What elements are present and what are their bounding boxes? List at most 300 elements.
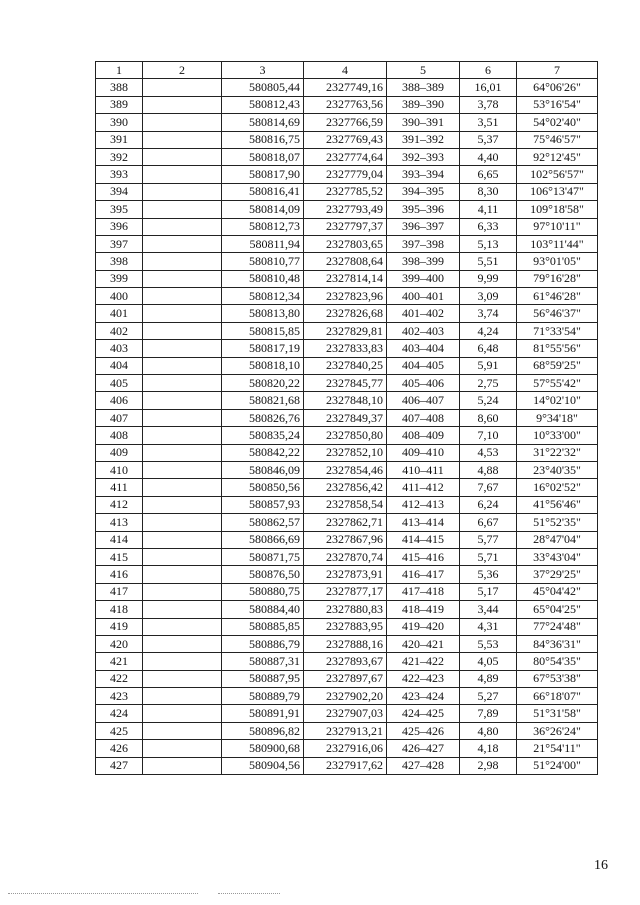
blank-cell — [143, 148, 222, 165]
length-cell: 5,77 — [460, 531, 517, 548]
page-number: 16 — [594, 858, 608, 873]
point-number-cell: 400 — [96, 288, 143, 305]
table-row — [96, 705, 598, 722]
y-coordinate-cell: 2327893,67 — [304, 653, 387, 670]
x-coordinate-cell: 580891,91 — [222, 705, 304, 722]
segment-cell: 413–414 — [387, 514, 460, 531]
point-number-cell: 411 — [96, 479, 143, 496]
x-coordinate-cell: 580818,10 — [222, 357, 304, 374]
segment-cell: 389–390 — [387, 96, 460, 113]
blank-cell — [143, 322, 222, 339]
point-number-cell: 410 — [96, 461, 143, 478]
y-coordinate-cell: 2327840,25 — [304, 357, 387, 374]
segment-cell: 420–421 — [387, 635, 460, 652]
angle-cell: 16°02'52" — [517, 479, 598, 496]
segment-cell: 398–399 — [387, 253, 460, 270]
point-number-cell: 419 — [96, 618, 143, 635]
blank-cell — [143, 270, 222, 287]
y-coordinate-cell: 2327916,06 — [304, 740, 387, 757]
length-cell: 5,13 — [460, 235, 517, 252]
table-row — [96, 496, 598, 513]
table-row — [96, 618, 598, 635]
table-row — [96, 670, 598, 687]
x-coordinate-cell: 580900,68 — [222, 740, 304, 757]
y-coordinate-cell: 2327848,10 — [304, 392, 387, 409]
angle-cell: 33°43'04" — [517, 548, 598, 565]
segment-cell: 391–392 — [387, 131, 460, 148]
angle-cell: 92°12'45" — [517, 148, 598, 165]
y-coordinate-cell: 2327814,14 — [304, 270, 387, 287]
length-cell: 7,67 — [460, 479, 517, 496]
angle-cell: 67°53'38" — [517, 670, 598, 687]
blank-cell — [143, 166, 222, 183]
length-cell: 4,31 — [460, 618, 517, 635]
point-number-cell: 424 — [96, 705, 143, 722]
angle-cell: 109°18'58" — [517, 201, 598, 218]
header-cell: 4 — [304, 62, 387, 79]
x-coordinate-cell: 580871,75 — [222, 548, 304, 565]
x-coordinate-cell: 580805,44 — [222, 79, 304, 96]
blank-cell — [143, 688, 222, 705]
point-number-cell: 415 — [96, 548, 143, 565]
x-coordinate-cell: 580850,56 — [222, 479, 304, 496]
angle-cell: 23°40'35" — [517, 461, 598, 478]
angle-cell: 81°55'56" — [517, 340, 598, 357]
table-row — [96, 270, 598, 287]
segment-cell: 397–398 — [387, 235, 460, 252]
blank-cell — [143, 114, 222, 131]
angle-cell: 64°06'26" — [517, 79, 598, 96]
length-cell: 3,51 — [460, 114, 517, 131]
angle-cell: 56°46'37" — [517, 305, 598, 322]
length-cell: 5,37 — [460, 131, 517, 148]
angle-cell: 65°04'25" — [517, 601, 598, 618]
length-cell: 5,17 — [460, 583, 517, 600]
segment-cell: 412–413 — [387, 496, 460, 513]
y-coordinate-cell: 2327785,52 — [304, 183, 387, 200]
blank-cell — [143, 635, 222, 652]
y-coordinate-cell: 2327852,10 — [304, 444, 387, 461]
blank-cell — [143, 357, 222, 374]
segment-cell: 390–391 — [387, 114, 460, 131]
table-row — [96, 96, 598, 113]
point-number-cell: 414 — [96, 531, 143, 548]
x-coordinate-cell: 580896,82 — [222, 722, 304, 739]
length-cell: 4,88 — [460, 461, 517, 478]
point-number-cell: 403 — [96, 340, 143, 357]
segment-cell: 416–417 — [387, 566, 460, 583]
point-number-cell: 398 — [96, 253, 143, 270]
angle-cell: 106°13'47" — [517, 183, 598, 200]
x-coordinate-cell: 580818,07 — [222, 148, 304, 165]
blank-cell — [143, 601, 222, 618]
y-coordinate-cell: 2327870,74 — [304, 548, 387, 565]
length-cell: 3,09 — [460, 288, 517, 305]
point-number-cell: 422 — [96, 670, 143, 687]
y-coordinate-cell: 2327907,03 — [304, 705, 387, 722]
point-number-cell: 406 — [96, 392, 143, 409]
angle-cell: 53°16'54" — [517, 96, 598, 113]
table-row — [96, 409, 598, 426]
x-coordinate-cell: 580817,19 — [222, 340, 304, 357]
length-cell: 7,89 — [460, 705, 517, 722]
table-row — [96, 357, 598, 374]
length-cell: 6,48 — [460, 340, 517, 357]
angle-cell: 68°59'25" — [517, 357, 598, 374]
length-cell: 6,24 — [460, 496, 517, 513]
y-coordinate-cell: 2327867,96 — [304, 531, 387, 548]
segment-cell: 399–400 — [387, 270, 460, 287]
x-coordinate-cell: 580857,93 — [222, 496, 304, 513]
point-number-cell: 401 — [96, 305, 143, 322]
angle-cell: 66°18'07" — [517, 688, 598, 705]
table-row — [96, 566, 598, 583]
length-cell: 8,60 — [460, 409, 517, 426]
blank-cell — [143, 96, 222, 113]
length-cell: 7,10 — [460, 427, 517, 444]
segment-cell: 424–425 — [387, 705, 460, 722]
segment-cell: 417–418 — [387, 583, 460, 600]
y-coordinate-cell: 2327858,54 — [304, 496, 387, 513]
table-row — [96, 322, 598, 339]
y-coordinate-cell: 2327850,80 — [304, 427, 387, 444]
angle-cell: 97°10'11" — [517, 218, 598, 235]
x-coordinate-cell: 580814,09 — [222, 201, 304, 218]
segment-cell: 418–419 — [387, 601, 460, 618]
angle-cell: 10°33'00" — [517, 427, 598, 444]
table-row — [96, 79, 598, 96]
table-row — [96, 688, 598, 705]
table-row — [96, 375, 598, 392]
table-row — [96, 461, 598, 478]
blank-cell — [143, 653, 222, 670]
point-number-cell: 417 — [96, 583, 143, 600]
angle-cell: 71°33'54" — [517, 322, 598, 339]
table-row — [96, 583, 598, 600]
blank-cell — [143, 235, 222, 252]
angle-cell: 9°34'18" — [517, 409, 598, 426]
length-cell: 6,67 — [460, 514, 517, 531]
blank-cell — [143, 375, 222, 392]
segment-cell: 409–410 — [387, 444, 460, 461]
length-cell: 4,18 — [460, 740, 517, 757]
segment-cell: 402–403 — [387, 322, 460, 339]
length-cell: 6,65 — [460, 166, 517, 183]
x-coordinate-cell: 580817,90 — [222, 166, 304, 183]
length-cell: 3,78 — [460, 96, 517, 113]
point-number-cell: 391 — [96, 131, 143, 148]
angle-cell: 61°46'28" — [517, 288, 598, 305]
y-coordinate-cell: 2327877,17 — [304, 583, 387, 600]
table-row — [96, 114, 598, 131]
segment-cell: 422–423 — [387, 670, 460, 687]
point-number-cell: 408 — [96, 427, 143, 444]
point-number-cell: 397 — [96, 235, 143, 252]
point-number-cell: 407 — [96, 409, 143, 426]
x-coordinate-cell: 580880,75 — [222, 583, 304, 600]
length-cell: 4,89 — [460, 670, 517, 687]
angle-cell: 21°54'11" — [517, 740, 598, 757]
y-coordinate-cell: 2327902,20 — [304, 688, 387, 705]
header-cell: 1 — [96, 62, 143, 79]
x-coordinate-cell: 580821,68 — [222, 392, 304, 409]
length-cell: 16,01 — [460, 79, 517, 96]
blank-cell — [143, 757, 222, 774]
x-coordinate-cell: 580862,57 — [222, 514, 304, 531]
point-number-cell: 412 — [96, 496, 143, 513]
segment-cell: 411–412 — [387, 479, 460, 496]
point-number-cell: 420 — [96, 635, 143, 652]
x-coordinate-cell: 580812,43 — [222, 96, 304, 113]
point-number-cell: 395 — [96, 201, 143, 218]
angle-cell: 57°55'42" — [517, 375, 598, 392]
blank-cell — [143, 288, 222, 305]
length-cell: 5,51 — [460, 253, 517, 270]
angle-cell: 36°26'24" — [517, 722, 598, 739]
x-coordinate-cell: 580815,85 — [222, 322, 304, 339]
header-row — [96, 62, 598, 79]
y-coordinate-cell: 2327833,83 — [304, 340, 387, 357]
x-coordinate-cell: 580886,79 — [222, 635, 304, 652]
x-coordinate-cell: 580811,94 — [222, 235, 304, 252]
x-coordinate-cell: 580887,31 — [222, 653, 304, 670]
point-number-cell: 394 — [96, 183, 143, 200]
segment-cell: 395–396 — [387, 201, 460, 218]
table-row — [96, 218, 598, 235]
angle-cell: 31°22'32" — [517, 444, 598, 461]
point-number-cell: 405 — [96, 375, 143, 392]
angle-cell: 28°47'04" — [517, 531, 598, 548]
x-coordinate-cell: 580812,34 — [222, 288, 304, 305]
length-cell: 4,80 — [460, 722, 517, 739]
length-cell: 9,99 — [460, 270, 517, 287]
x-coordinate-cell: 580846,09 — [222, 461, 304, 478]
segment-cell: 401–402 — [387, 305, 460, 322]
table-row — [96, 340, 598, 357]
length-cell: 4,53 — [460, 444, 517, 461]
y-coordinate-cell: 2327774,64 — [304, 148, 387, 165]
blank-cell — [143, 531, 222, 548]
blank-cell — [143, 183, 222, 200]
angle-cell: 41°56'46" — [517, 496, 598, 513]
angle-cell: 14°02'10" — [517, 392, 598, 409]
segment-cell: 421–422 — [387, 653, 460, 670]
x-coordinate-cell: 580835,24 — [222, 427, 304, 444]
y-coordinate-cell: 2327823,96 — [304, 288, 387, 305]
length-cell: 3,44 — [460, 601, 517, 618]
table-row — [96, 392, 598, 409]
segment-cell: 406–407 — [387, 392, 460, 409]
y-coordinate-cell: 2327763,56 — [304, 96, 387, 113]
length-cell: 2,98 — [460, 757, 517, 774]
point-number-cell: 421 — [96, 653, 143, 670]
length-cell: 6,33 — [460, 218, 517, 235]
blank-cell — [143, 427, 222, 444]
length-cell: 5,53 — [460, 635, 517, 652]
length-cell: 8,30 — [460, 183, 517, 200]
y-coordinate-cell: 2327880,83 — [304, 601, 387, 618]
blank-cell — [143, 740, 222, 757]
x-coordinate-cell: 580826,76 — [222, 409, 304, 426]
segment-cell: 410–411 — [387, 461, 460, 478]
y-coordinate-cell: 2327793,49 — [304, 201, 387, 218]
table-row — [96, 757, 598, 774]
header-cell: 5 — [387, 62, 460, 79]
segment-cell: 408–409 — [387, 427, 460, 444]
y-coordinate-cell: 2327845,77 — [304, 375, 387, 392]
table-row — [96, 183, 598, 200]
table-row — [96, 305, 598, 322]
table-row — [96, 548, 598, 565]
point-number-cell: 423 — [96, 688, 143, 705]
segment-cell: 414–415 — [387, 531, 460, 548]
table-row — [96, 722, 598, 739]
blank-cell — [143, 566, 222, 583]
x-coordinate-cell: 580810,77 — [222, 253, 304, 270]
point-number-cell: 413 — [96, 514, 143, 531]
point-number-cell: 390 — [96, 114, 143, 131]
length-cell: 4,11 — [460, 201, 517, 218]
table-row — [96, 253, 598, 270]
y-coordinate-cell: 2327829,81 — [304, 322, 387, 339]
point-number-cell: 416 — [96, 566, 143, 583]
y-coordinate-cell: 2327856,42 — [304, 479, 387, 496]
table-row — [96, 601, 598, 618]
table-row — [96, 479, 598, 496]
segment-cell: 407–408 — [387, 409, 460, 426]
length-cell: 4,40 — [460, 148, 517, 165]
segment-cell: 427–428 — [387, 757, 460, 774]
blank-cell — [143, 514, 222, 531]
angle-cell: 75°46'57" — [517, 131, 598, 148]
x-coordinate-cell: 580904,56 — [222, 757, 304, 774]
segment-cell: 388–389 — [387, 79, 460, 96]
angle-cell: 102°56'57" — [517, 166, 598, 183]
blank-cell — [143, 392, 222, 409]
table-row — [96, 201, 598, 218]
length-cell: 4,05 — [460, 653, 517, 670]
segment-cell: 404–405 — [387, 357, 460, 374]
coordinates-table — [95, 61, 598, 775]
angle-cell: 79°16'28" — [517, 270, 598, 287]
length-cell: 5,71 — [460, 548, 517, 565]
blank-cell — [143, 496, 222, 513]
blank-cell — [143, 548, 222, 565]
point-number-cell: 399 — [96, 270, 143, 287]
x-coordinate-cell: 580816,75 — [222, 131, 304, 148]
y-coordinate-cell: 2327888,16 — [304, 635, 387, 652]
segment-cell: 393–394 — [387, 166, 460, 183]
angle-cell: 51°31'58" — [517, 705, 598, 722]
point-number-cell: 426 — [96, 740, 143, 757]
x-coordinate-cell: 580820,22 — [222, 375, 304, 392]
length-cell: 5,91 — [460, 357, 517, 374]
x-coordinate-cell: 580813,80 — [222, 305, 304, 322]
segment-cell: 400–401 — [387, 288, 460, 305]
y-coordinate-cell: 2327797,37 — [304, 218, 387, 235]
y-coordinate-cell: 2327766,59 — [304, 114, 387, 131]
point-number-cell: 404 — [96, 357, 143, 374]
segment-cell: 419–420 — [387, 618, 460, 635]
point-number-cell: 392 — [96, 148, 143, 165]
x-coordinate-cell: 580812,73 — [222, 218, 304, 235]
blank-cell — [143, 340, 222, 357]
length-cell: 2,75 — [460, 375, 517, 392]
angle-cell: 54°02'40" — [517, 114, 598, 131]
table-row — [96, 131, 598, 148]
table-row — [96, 653, 598, 670]
table-row — [96, 427, 598, 444]
y-coordinate-cell: 2327862,71 — [304, 514, 387, 531]
table-row — [96, 288, 598, 305]
x-coordinate-cell: 580816,41 — [222, 183, 304, 200]
blank-cell — [143, 670, 222, 687]
x-coordinate-cell: 580885,85 — [222, 618, 304, 635]
table-row — [96, 235, 598, 252]
blank-cell — [143, 218, 222, 235]
y-coordinate-cell: 2327913,21 — [304, 722, 387, 739]
header-cell: 7 — [517, 62, 598, 79]
point-number-cell: 402 — [96, 322, 143, 339]
x-coordinate-cell: 580810,48 — [222, 270, 304, 287]
blank-cell — [143, 479, 222, 496]
angle-cell: 37°29'25" — [517, 566, 598, 583]
angle-cell: 51°24'00" — [517, 757, 598, 774]
header-cell: 6 — [460, 62, 517, 79]
angle-cell: 84°36'31" — [517, 635, 598, 652]
angle-cell: 93°01'05" — [517, 253, 598, 270]
y-coordinate-cell: 2327897,67 — [304, 670, 387, 687]
point-number-cell: 409 — [96, 444, 143, 461]
x-coordinate-cell: 580887,95 — [222, 670, 304, 687]
x-coordinate-cell: 580866,69 — [222, 531, 304, 548]
angle-cell: 51°52'35" — [517, 514, 598, 531]
x-coordinate-cell: 580884,40 — [222, 601, 304, 618]
blank-cell — [143, 705, 222, 722]
footer-rule — [218, 893, 280, 894]
y-coordinate-cell: 2327779,04 — [304, 166, 387, 183]
point-number-cell: 425 — [96, 722, 143, 739]
length-cell: 3,74 — [460, 305, 517, 322]
angle-cell: 77°24'48" — [517, 618, 598, 635]
x-coordinate-cell: 580889,79 — [222, 688, 304, 705]
table-row — [96, 514, 598, 531]
length-cell: 5,24 — [460, 392, 517, 409]
segment-cell: 403–404 — [387, 340, 460, 357]
segment-cell: 425–426 — [387, 722, 460, 739]
table-row — [96, 635, 598, 652]
table-row — [96, 444, 598, 461]
point-number-cell: 393 — [96, 166, 143, 183]
blank-cell — [143, 444, 222, 461]
segment-cell: 415–416 — [387, 548, 460, 565]
angle-cell: 103°11'44" — [517, 235, 598, 252]
footer-rule — [8, 893, 198, 894]
x-coordinate-cell: 580842,22 — [222, 444, 304, 461]
table-row — [96, 166, 598, 183]
x-coordinate-cell: 580876,50 — [222, 566, 304, 583]
blank-cell — [143, 79, 222, 96]
y-coordinate-cell: 2327883,95 — [304, 618, 387, 635]
table-row — [96, 740, 598, 757]
segment-cell: 423–424 — [387, 688, 460, 705]
blank-cell — [143, 722, 222, 739]
table-row — [96, 148, 598, 165]
segment-cell: 405–406 — [387, 375, 460, 392]
y-coordinate-cell: 2327854,46 — [304, 461, 387, 478]
point-number-cell: 418 — [96, 601, 143, 618]
point-number-cell: 396 — [96, 218, 143, 235]
